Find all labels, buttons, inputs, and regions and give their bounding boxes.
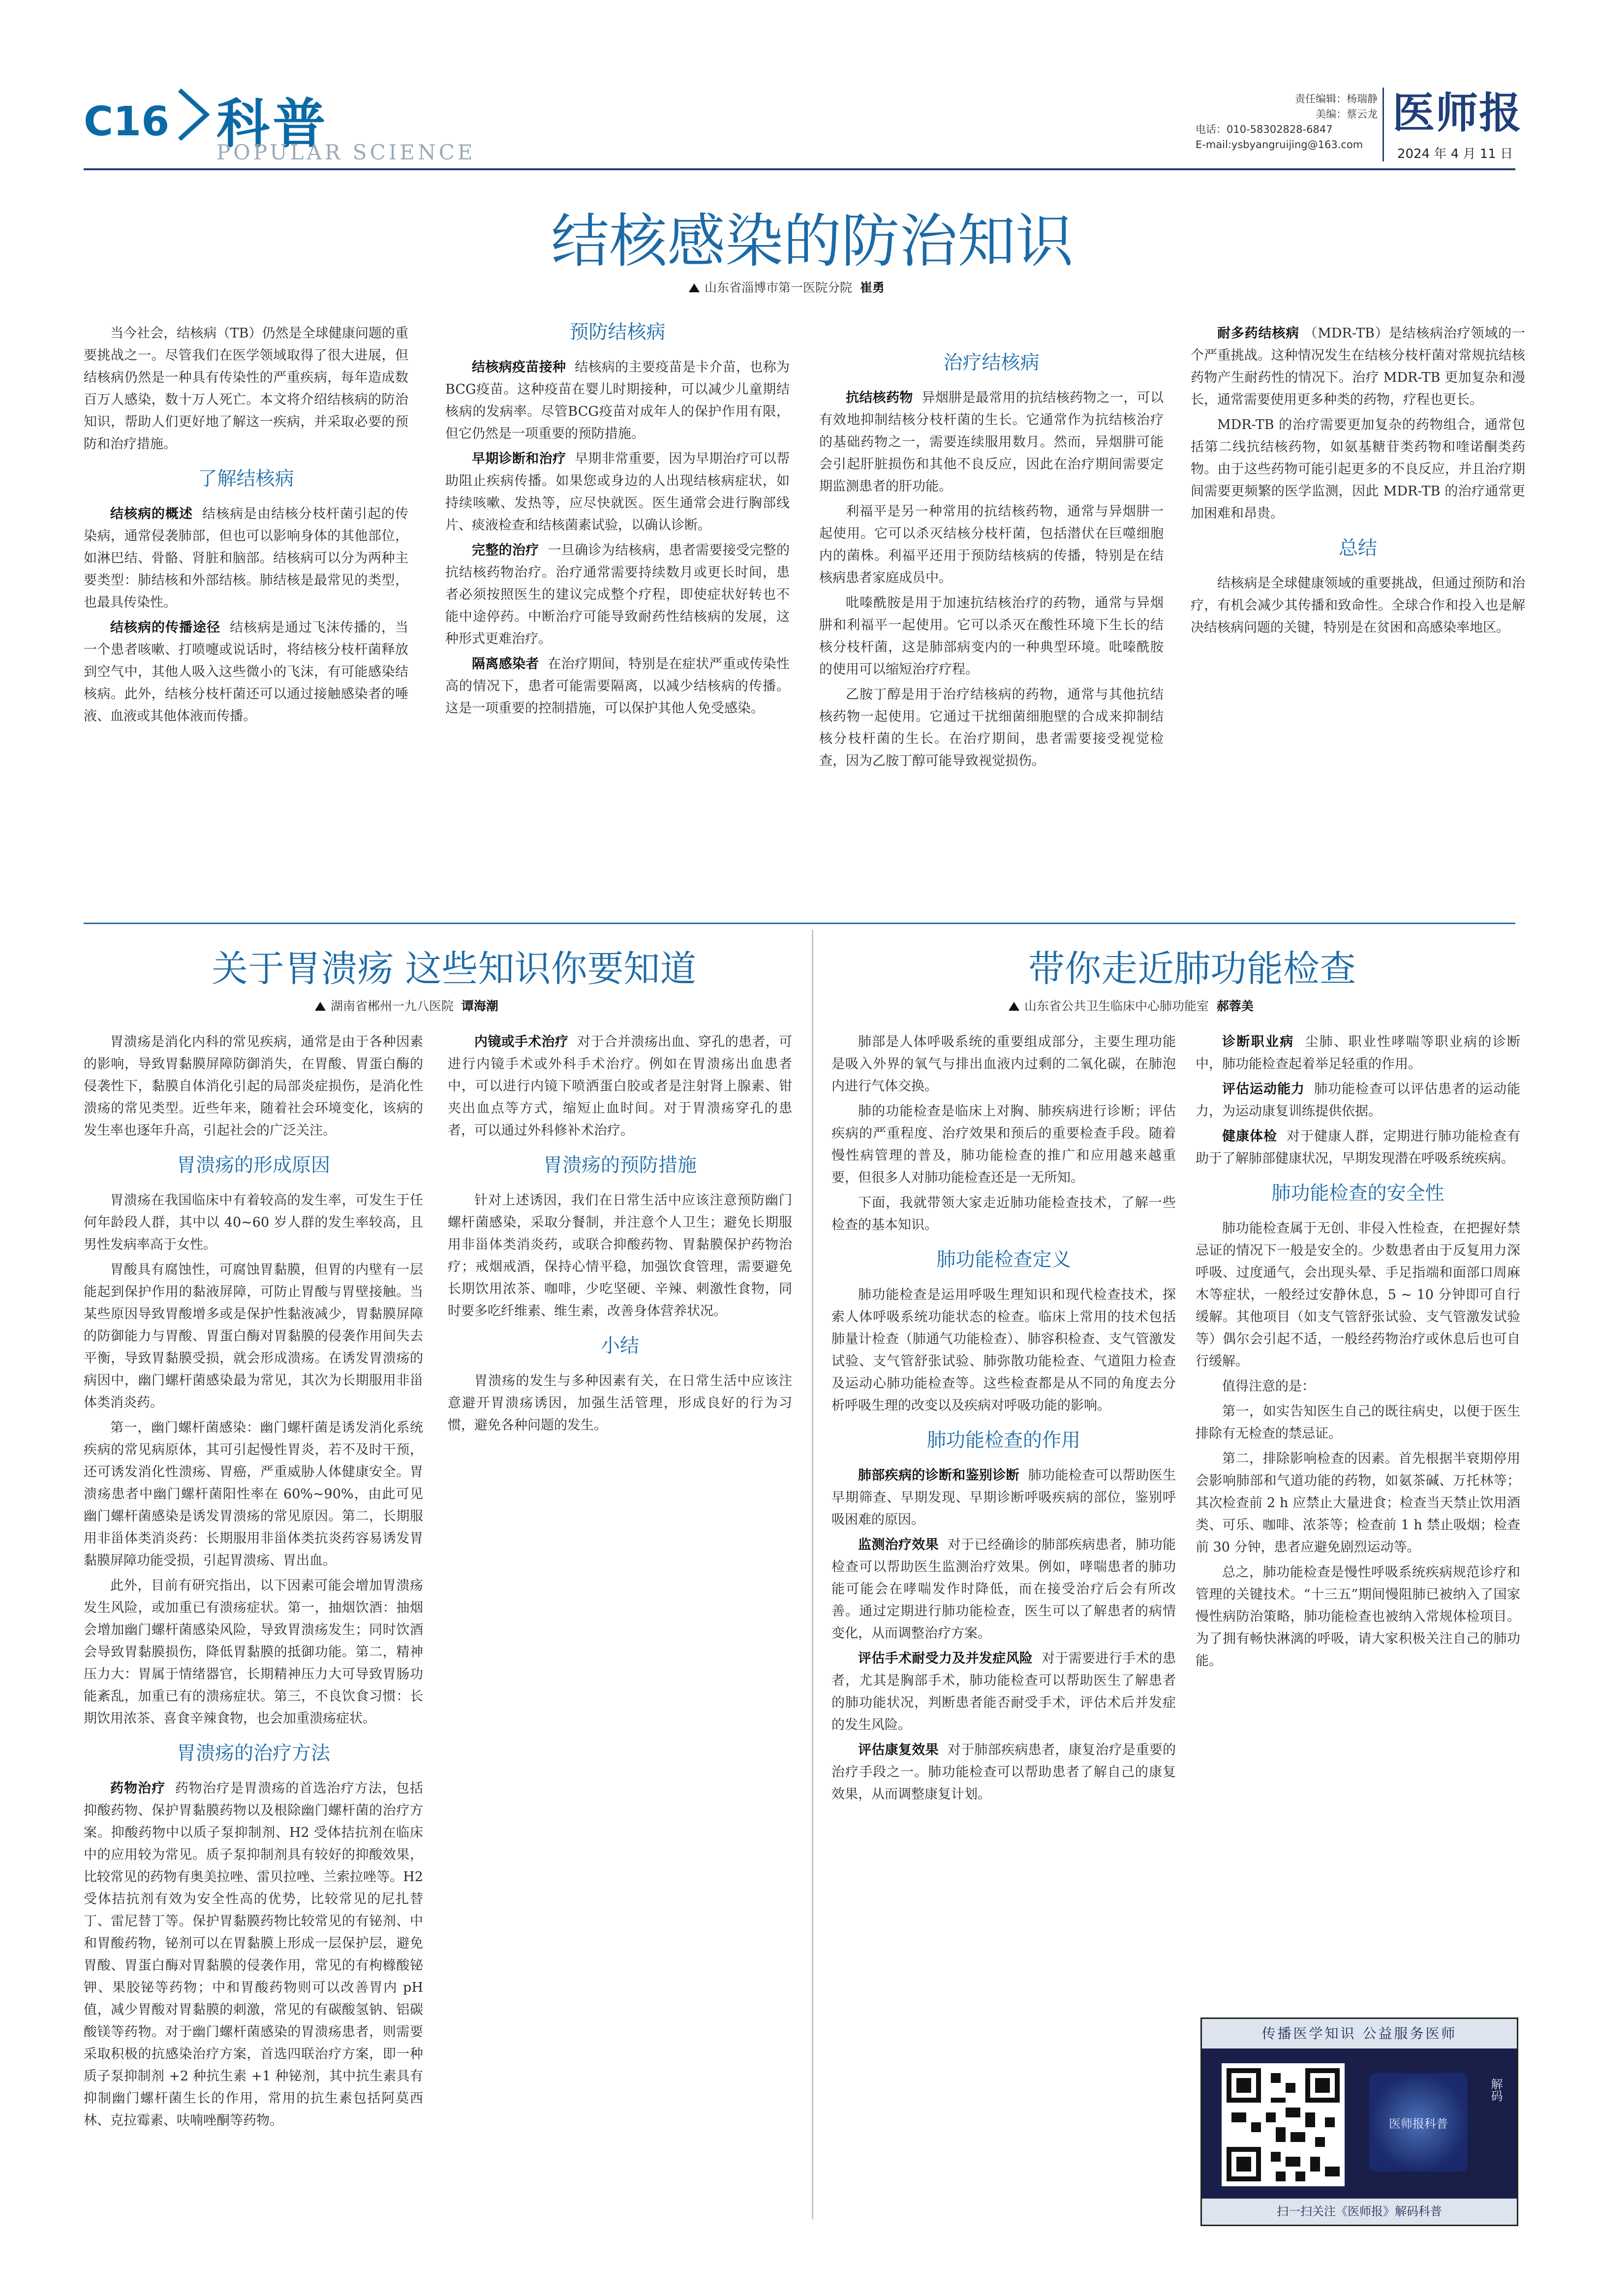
- paragraph: 乙胺丁醇是用于治疗结核病的药物，通常与其他抗结核药物一起使用。它通过干扰细菌细胞壁的合成来抑制结核分枝杆菌的生长。在治疗期间，患者需要接受视觉检查，因为乙胺丁醇可能导致视觉损伤。: [819, 687, 1164, 769]
- paragraph: 吡嗪酰胺是用于加速抗结核治疗的药物，通常与异烟肼和利福平一起使用。它可以杀灭在酸性环境下生长的结核分枝杆菌，这是肺部病变内的一种典型环境。吡嗪酰胺的使用可以缩短治疗疗程。: [819, 595, 1164, 677]
- subheading: 了解结核病: [198, 468, 294, 490]
- paragraph: 针对上述诱因，我们在日常生活中应该注意预防幽门螺杆菌感染，采取分餐制，并注意个人卫生；避免长期服用非甾体类消炎药，或联合抑酸药物、胃黏膜保护药物治疗；戒烟戒酒，保持心情平稳，加强饮食管理，需要避免长期饮用浓茶、咖啡，少吃坚硬、辛辣、刺激性食物，同时要多吃纤维素、维生素，改善身体营养状况。: [448, 1193, 792, 1319]
- promo-box[interactable]: [1200, 2017, 1518, 2226]
- article1-col2: [445, 312, 790, 722]
- triangle-icon: [315, 1002, 326, 1011]
- paragraph: 第一，幽门螺杆菌感染：幽门螺杆菌是诱发消化系统疾病的常见病原体，其可引起慢性胃炎，若不及时干预，还可诱发消化性溃疡、胃癌，严重威胁人体健康安全。胃溃疡患者中幽门螺杆菌阳性率在 60%~90%，由此可见幽门螺杆菌感染是诱发胃溃疡的常见原因。第二，长期服用非甾体类消炎药：长期服用非甾体类抗炎药容易诱发胃黏膜屏障功能受损，引起胃溃疡、胃出血。: [84, 1420, 423, 1568]
- section-subtitle: POPULAR SCIENCE: [216, 140, 476, 164]
- article1-col3: [819, 322, 1164, 775]
- byline-author: 郝蓉美: [1216, 999, 1254, 1013]
- paragraph: 内镜或手术治疗 对于合并溃疡出血、穿孔的患者，可进行内镜手术或外科手术治疗。例如在胃溃疡出血患者中，可以进行内镜下喷洒蛋白胶或者是注射肾上腺素、钳夹出血点等方式，缩短止血时间。对于胃溃疡穿孔的患者，可以通过外科修补术治疗。: [448, 1034, 793, 1138]
- paragraph: 当今社会，结核病（TB）仍然是全球健康问题的重要挑战之一。尽管我们在医学领域取得了很大进展，但结核病仍然是一种具有传染性的严重疾病，每年造成数百万人感染，数十万人死亡。本文将介绍结核病的防治知识，帮助人们更好地了解这一疾病，并采取必要的预防和治疗措施。: [84, 326, 408, 452]
- paragraph: 胃溃疡在我国临床中有着较高的发生率，可发生于任何年龄段人群，其中以 40~60 岁人群的发生率较高，且男性发病率高于女性。: [84, 1193, 423, 1252]
- article3-col2: [1196, 1031, 1520, 1675]
- subheading: 胃溃疡的预防措施: [543, 1154, 697, 1177]
- triangle-icon: [689, 283, 700, 292]
- article2-title: 关于胃溃疡 这些知识你要知道: [212, 948, 697, 990]
- editor-credit: 责任编辑：杨瑞静: [1295, 93, 1378, 105]
- paragraph: 总之，肺功能检查是慢性呼吸系统疾病规范诊疗和管理的关键技术。“十三五”期间慢阻肺已被纳入了国家慢性病防治策略，肺功能检查也被纳入常规体检项目。为了拥有畅快淋漓的呼吸，请大家积极关注自己的肺功能。: [1196, 1565, 1520, 1669]
- paragraph: 胃溃疡的发生与多种因素有关，在日常生活中应该注意避开胃溃疡诱因，加强生活管理，形成良好的行为习惯，避免各种问题的发生。: [448, 1373, 792, 1433]
- section-title: 科普: [216, 93, 329, 155]
- article1-col1: [84, 322, 408, 730]
- subheading: 肺功能检查的作用: [926, 1429, 1080, 1452]
- paragraph: 第二，排除影响检查的因素。首先根据半衰期停用会影响肺部和气道功能的药物，如氨茶碱、万托林等；其次检查前 2 h 应禁止大量进食；检查当天禁止饮用酒类、可乐、咖啡、浓茶等；检查前 1 h 禁止吸烟；检查前 30 分钟，患者应避免剧烈运动等。: [1196, 1451, 1520, 1555]
- byline-org: 山东省淄博市第一医院分院: [705, 280, 853, 295]
- paragraph: 肺功能检查属于无创、非侵入性检查，在把握好禁忌证的情况下一般是安全的。少数患者由于反复用力深呼吸、过度通气，会出现头晕、手足指端和面部口周麻木等症状，一般经过安静休息，5 ~ 10 分钟即可自行缓解。其他项目（如支气管舒张试验、支气管激发试验等）偶尔会引起不适，一般经药物治疗或休息后也可自行缓解。: [1196, 1221, 1520, 1369]
- qr-code-icon[interactable]: [1222, 2063, 1345, 2186]
- article1-title: 结核感染的防治知识: [551, 207, 1074, 275]
- article2-byline: [315, 996, 498, 1014]
- paragraph: 结核病的传播途径 结核病是通过飞沫传播的，当一个患者咳嗽、打喷嚏或说话时，将结核分枝杆菌释放到空气中，其他人吸入这些微小的飞沫，有可能感染结核病。此外，结核分枝杆菌还可以通过接触感染者的唾液、血液或其他体液而传播。: [84, 620, 408, 724]
- article3-title: 带你走近肺功能检查: [1028, 948, 1356, 990]
- paragraph: 药物治疗 药物治疗是胃溃疡的首选治疗方法，包括抑酸药物、保护胃黏膜药物以及根除幽门螺杆菌的治疗方案。抑酸药物中以质子泵抑制剂、H2 受体拮抗剂在临床中的应用较为常见。质子泵抑制剂具有较好的抑酸效果，比较常见的药物有奥美拉唑、雷贝拉唑、兰索拉唑等。H2 受体拮抗剂有效为安全性高的优势，比较常见的尼扎替丁、雷尼替丁等。保护胃黏膜药物比较常见的有铋剂、中和胃酸药物，铋剂可以在胃黏膜上形成一层保护层，避免胃酸、胃蛋白酶对胃黏膜的侵袭作用，常见的有枸橼酸铋钾、果胶铋等药物；中和胃酸药物则可以改善胃内 pH 值，减少胃酸对胃黏膜的刺激，常见的有碳酸氢钠、铝碳酸镁等药物。对于幽门螺杆菌感染的胃溃疡患者，则需要采取积极的抗感染治疗方案，首选四联治疗方案，即一种质子泵抑制剂 +2 种抗生素 +1 种铋剂，其中抗生素具有抑制幽门螺杆菌生长的作用，常用的抗生素包括阿莫西林、克拉霉素、呋喃唑酮等药物。: [84, 1781, 424, 2128]
- paragraph: 监测治疗效果 对于已经确诊的肺部疾病患者，肺功能检查可以帮助医生监测治疗效果。例如，哮喘患者的肺功能可能会在哮喘发作时降低，而在接受治疗后会有所改善。通过定期进行肺功能检查，医生可以了解患者的病情变化，从而调整治疗方案。: [831, 1537, 1176, 1641]
- paragraph: 早期诊断和治疗 早期非常重要，因为早期治疗可以帮助阻止疾病传播。如果您或身边的人出现结核病症状，如持续咳嗽、发热等，应尽快就医。医生通常会进行胸部线片、痰液检查和结核菌素试验，以确认诊断。: [445, 451, 790, 533]
- paragraph: 健康体检 对于健康人群，定期进行肺功能检查有助于了解肺部健康状况，早期发现潜在呼吸系统疾病。: [1196, 1129, 1520, 1166]
- designer-credit: 美编：蔡云龙: [1316, 108, 1378, 120]
- column-rule: [812, 930, 813, 2219]
- issue-date: 2024 年 4 月 11 日: [1397, 147, 1513, 161]
- article3-col1: [831, 1031, 1176, 1808]
- paragraph: 评估手术耐受力及并发症风险 对于需要进行手术的患者，尤其是胸部手术，肺功能检查可以帮助医生了解患者的肺功能状况，判断患者能否耐受手术，评估术后并发症的发生风险。: [831, 1651, 1176, 1733]
- paragraph: 隔离感染者 在治疗期间，特别是在症状严重或传染性高的情况下，患者可能需要隔离，以减少结核病的传播。这是一项重要的控制措施，可以保护其他人免受感染。: [445, 656, 790, 716]
- paragraph: 第一，如实告知医生自己的既往病史，以便于医生排除有无检查的禁忌证。: [1196, 1404, 1520, 1441]
- promo-side-label: 解码: [1489, 2078, 1503, 2102]
- brand-logo: 医师报: [1392, 88, 1522, 138]
- byline-author: 崔勇: [860, 280, 885, 295]
- article1-col4: [1191, 322, 1525, 642]
- subheading: 预防结核病: [569, 321, 666, 343]
- subheading: 肺功能检查定义: [936, 1249, 1071, 1271]
- paragraph: 结核病是全球健康领域的重要挑战，但通过预防和治疗，有机会减少其传播和致命性。全球合作和投入也是解决结核病问题的关键，特别是在贫困和高感染率地区。: [1191, 576, 1525, 635]
- subheading: 胃溃疡的形成原因: [176, 1154, 330, 1177]
- chevron-right-icon: [175, 88, 212, 142]
- page-number: C16: [84, 98, 170, 145]
- subheading: 总结: [1338, 537, 1377, 559]
- subheading: 治疗结核病: [943, 352, 1040, 374]
- article1-byline: [689, 278, 885, 296]
- masthead-credits: [1196, 92, 1378, 153]
- paragraph: 胃溃疡是消化内科的常见疾病，通常是由于各种因素的影响，导致胃黏膜屏障防御消失，在胃酸、胃蛋白酶的侵袭性下，黏膜自体消化引起的局部炎症损伤，是消化性溃疡的常见类型。近些年来，随着社会环境变化，该病的发生率也逐年升高，引起社会的广泛关注。: [84, 1034, 423, 1138]
- paragraph: 利福平是另一种常用的抗结核药物，通常与异烟肼一起使用。它可以杀灭结核分枝杆菌，包括潜伏在巨噬细胞内的菌株。利福平还用于预防结核病的传播，特别是在结核病患者家庭成员中。: [819, 504, 1164, 586]
- paragraph: 评估运动能力 肺功能检查可以评估患者的运动能力，为运动康复训练提供依据。: [1196, 1082, 1520, 1119]
- paragraph: 肺部疾病的诊断和鉴别诊断 肺功能检查可以帮助医生早期筛查、早期发现、早期诊断呼吸疾病的部位，鉴别呼吸困难的原因。: [831, 1468, 1176, 1527]
- paragraph: 抗结核药物 异烟肼是最常用的抗结核药物之一，可以有效地抑制结核分枝杆菌的生长。它通常作为抗结核治疗的基础药物之一，需要连续服用数月。然而，异烟肼可能会引起肝脏损伤和其他不良反应，因此在治疗期间需要定期监测患者的肝功能。: [819, 390, 1164, 494]
- paragraph: 此外，目前有研究指出，以下因素可能会增加胃溃疡发生风险，或加重已有溃疡症状。第一，抽烟饮酒：抽烟会增加幽门螺杆菌感染风险，导致胃溃疡发生；同时饮酒会导致胃黏膜损伤，降低胃黏膜的抵御功能。第二，精神压力大：胃属于情绪器官，长期精神压力大可导致胃肠功能紊乱，加重已有的溃疡症状。第三，不良饮食习惯：长期饮用浓茶、喜食辛辣食物，也会加重溃疡症状。: [84, 1578, 423, 1726]
- subheading: 小结: [600, 1335, 639, 1357]
- masthead-divider: [1383, 88, 1384, 161]
- subheading: 肺功能检查的安全性: [1271, 1182, 1444, 1205]
- article2-col2: [448, 1031, 792, 1439]
- paragraph: 下面，我就带领大家走近肺功能检查技术，了解一些检查的基本知识。: [831, 1195, 1176, 1233]
- paragraph: 结核病的概述 结核病是由结核分枝杆菌引起的传染病，通常侵袭肺部，但也可以影响身体的其他部位，如淋巴结、骨骼、肾脏和脑部。结核病可以分为两种主要类型：肺结核和外部结核。肺结核是最常见的类型，也最具传染性。: [84, 506, 408, 610]
- paragraph: 诊断职业病 尘肺、职业性哮喘等职业病的诊断中，肺功能检查起着举足轻重的作用。: [1196, 1034, 1521, 1072]
- paragraph: 耐多药结核病 （MDR-TB）是结核病治疗领域的一个严重挑战。这种情况发生在结核分枝杆菌对常规抗结核药物产生耐药性的情况下。治疗 MDR-TB 更加复杂和漫长，通常需要使用更多种类的药物，疗程也更长。: [1191, 326, 1525, 407]
- paragraph: 肺的功能检查是临床上对胸、肺疾病进行诊断；评估疾病的严重程度、治疗效果和预后的重要检查手段。随着慢性病管理的普及，肺功能检查的推广和应用越来越重要，但很多人对肺功能检查还是一无所知。: [831, 1104, 1176, 1185]
- paragraph: 值得注意的是：: [1222, 1379, 1315, 1394]
- byline-org: 山东省公共卫生临床中心肺功能室: [1024, 999, 1209, 1013]
- paragraph: 结核病疫苗接种 结核病的主要疫苗是卡介苗，也称为BCG疫苗。这种疫苗在婴儿时期接种，可以减少儿童期结核病的发病率。尽管BCG疫苗对成年人的保护作用有限，但它仍然是一项重要的预防措施。: [445, 360, 790, 441]
- contact-phone: 电话：010-58302828-6847: [1196, 124, 1333, 135]
- paragraph: 胃酸具有腐蚀性，可腐蚀胃黏膜，但胃的内壁有一层能起到保护作用的黏液屏障，可防止胃酸与胃壁接触。当某些原因导致胃酸增多或是保护性黏液减少，胃黏膜屏障的防御能力与胃酸、胃蛋白酶对胃黏膜的侵袭作用间失去平衡，导致胃黏膜受损，就会形成溃疡。在诱发胃溃疡的病因中，幽门螺杆菌感染最为常见，其次为长期服用非甾体类消炎药。: [84, 1262, 423, 1410]
- promo-header: 传播医学知识 公益服务医师: [1202, 2019, 1517, 2048]
- header-rule: [84, 168, 1515, 170]
- article2-col1: [84, 1031, 423, 2135]
- promo-footer: 扫一扫关注《医师报》解码科普: [1202, 2199, 1517, 2225]
- byline-author: 谭海潮: [461, 999, 498, 1013]
- subheading: 胃溃疡的治疗方法: [176, 1742, 330, 1765]
- paragraph: 评估康复效果 对于肺部疾病患者，康复治疗是重要的治疗手段之一。肺功能检查可以帮助患者了解自己的康复效果，从而调整康复计划。: [831, 1742, 1176, 1802]
- paragraph: 肺功能检查是运用呼吸生理知识和现代检查技术，探索人体呼吸系统功能状态的检查。临床上常用的技术包括肺量计检查（肺通气功能检查）、肺容积检查、支气管激发试验、支气管舒张试验、肺弥散功能检查、气道阻力检查及运动心肺功能检查等。这些检查都是从不同的角度去分析呼吸生理的改变以及疾病对呼吸功能的影响。: [831, 1287, 1176, 1413]
- triangle-icon: [1009, 1002, 1019, 1011]
- section-divider: [84, 923, 1515, 924]
- paragraph: MDR-TB 的治疗需要更加复杂的药物组合，通常包括第二线抗结核药物，如氨基糖苷类药物和喹诺酮类药物。由于这些药物可能引起更多的不良反应，并且治疗期间需要更频繁的医学监测，因此 MDR-TB 的治疗通常更加困难和昂贵。: [1191, 417, 1525, 521]
- byline-org: 湖南省郴州一九八医院: [331, 999, 454, 1013]
- contact-email: E-mail:ysbyangruijing@163.com: [1196, 139, 1363, 151]
- paragraph: 完整的治疗 一旦确诊为结核病，患者需要接受完整的抗结核药物治疗。治疗通常需要持续数月或更长时间，患者必须按照医生的建议完成整个疗程，即使症状好转也不能中途停药。中断治疗可能导致耐药性结核病的发展，这种形式更难治疗。: [445, 543, 790, 647]
- promo-image: 医师报科普: [1369, 2073, 1468, 2172]
- paragraph: 肺部是人体呼吸系统的重要组成部分，主要生理功能是吸入外界的氧气与排出血液内过剩的二氧化碳，在肺泡内进行气体交换。: [831, 1034, 1176, 1094]
- article3-byline: [1009, 996, 1254, 1014]
